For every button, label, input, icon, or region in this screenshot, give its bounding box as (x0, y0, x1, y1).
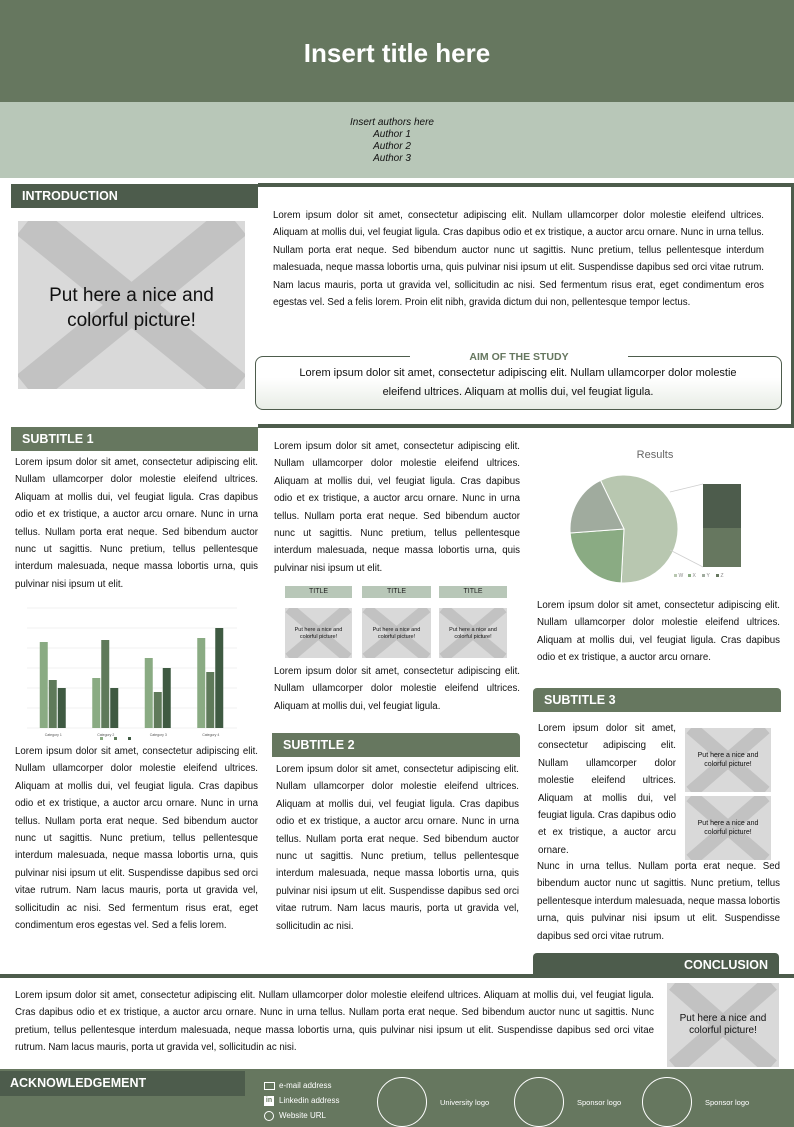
legend-swatch (716, 574, 719, 577)
contact-block (264, 1078, 339, 1123)
subtitle3-text-wide: Nunc in urna tellus. Nullam porta erat neque. Sed bibendum auctor nunc ut sagittis. Nunc pretium, tellus pellentesque interdum malesuada, neque massa lobortis urna, quis pulvinar nisi ipsum ut elit. Suspendisse dapibus sed orci vitae rutrum. (537, 861, 780, 942)
intro-text: Lorem ipsum dolor sit amet, consectetur adipiscing elit. Nullam ullamcorper dolor molestie eleifend ultrices. Aliquam at mollis dui, vel feugiat ligula. Cras dapibus odio et ex tristique, a auctor arcu ornare. Nunc in urna tellus. Nullam porta erat neque. Sed bibendum auctor nunc ut sagittis. Nunc pretium, tellus pellentesque interdum malesuada, neque massa lobortis urna, quis pulvinar nisi ipsum ut elit. Suspendisse dapibus sed orci vitae rutrum. Nam lacus mauris, porta ut gravida vel, sollicitudin ac nisi. Sed fermentum risus erat, eget condimentum eros egestas vel. Sed a felis lorem. Proin elit nibh, gravida dictum dui non, pellentesque tempor lectus. (273, 210, 764, 309)
bar (215, 628, 223, 728)
intro-picture-placeholder (18, 221, 245, 389)
x-tick-label: Category 1 (44, 733, 62, 737)
pie-breakout-bar (703, 484, 741, 528)
intro-heading: INTRODUCTION (11, 184, 258, 208)
bar (101, 640, 109, 728)
x-tick-label: Category 2 (97, 733, 115, 737)
bar (92, 678, 100, 728)
pie-breakout-bar (703, 528, 741, 567)
subtitle3-heading: SUBTITLE 3 (533, 688, 781, 712)
conclusion-rule (0, 974, 794, 978)
subtitle3-picture-1-caption: Put here a nice and colorful picture! (697, 752, 759, 768)
subtitle3-picture-2 (685, 796, 771, 860)
bar (58, 688, 66, 728)
subtitle1-heading: SUBTITLE 1 (11, 427, 258, 451)
legend-swatch (100, 737, 103, 740)
subtitle3-picture-2-caption: Put here a nice and colorful picture! (697, 820, 759, 836)
bar (40, 642, 48, 728)
legend-label: Y (706, 573, 710, 579)
website-row[interactable] (264, 1108, 339, 1123)
bar (145, 658, 153, 728)
email-row[interactable] (264, 1078, 339, 1093)
author-1: Author 1 (373, 129, 411, 140)
mini-picture-3 (439, 608, 507, 658)
author-list (0, 117, 784, 165)
subtitle3-picture-1 (685, 728, 771, 792)
mini-title-1: TITLE (285, 586, 352, 598)
conclusion-heading: CONCLUSION (533, 953, 779, 977)
bar-chart (15, 604, 243, 746)
mini-picture-1 (285, 608, 352, 658)
x-tick-label: Category 3 (149, 733, 167, 737)
envelope-icon (264, 1082, 275, 1090)
right-text-after-pie: Lorem ipsum dolor sit amet, consectetur adipiscing elit. Nullam ullamcorper dolor molestie eleifend ultrices. Aliquam at mollis dui, vel feugiat ligula. Cras dapibus odio et ex tristique, a auctor arcu ornare. (537, 600, 780, 664)
mini-picture-3-caption: Put here a nice and colorful picture! (449, 627, 497, 640)
intro-top-rule (258, 183, 794, 187)
bar (206, 672, 214, 728)
bar (110, 688, 118, 728)
linkedin-icon: in (265, 1096, 273, 1104)
mini-title-3: TITLE (439, 586, 507, 598)
legend-swatch (128, 737, 131, 740)
bar (163, 668, 171, 728)
pie-slice (570, 529, 624, 583)
bar (197, 638, 205, 728)
email-address[interactable]: e-mail address (279, 1081, 332, 1090)
pie-connector (670, 550, 703, 567)
subtitle2-text: Lorem ipsum dolor sit amet, consectetur adipiscing elit. Nullam ullamcorper dolor molestie eleifend ultrices. Aliquam at mollis dui, vel feugiat ligula. Cras dapibus odio et ex tristique, a auctor arcu ornare. Nunc in urna tellus. Nullam porta erat neque. Sed bibendum auctor nunc ut sagittis. Nunc pretium, tellus pellentesque interdum malesuada, neque massa lobortis urna, quis pulvinar nisi ipsum ut elit. Suspendisse dapibus sed orci vitae rutrum. Nam lacus mauris, porta ut gravida vel, sollicitudin ac nisi. (276, 764, 519, 932)
bar (154, 692, 162, 728)
sponsor-logo-label-2: Sponsor logo (705, 1098, 750, 1107)
mini-picture-2 (362, 608, 431, 658)
aim-heading: AIM OF THE STUDY (410, 351, 628, 363)
university-logo-label: University logo (440, 1098, 490, 1107)
linkedin-row[interactable] (264, 1093, 339, 1108)
pie-title: Results (636, 449, 674, 461)
legend-swatch (674, 574, 677, 577)
authors-placeholder: Insert authors here (350, 117, 434, 128)
legend-swatch (702, 574, 705, 577)
conclusion-picture-placeholder (667, 983, 779, 1067)
sponsor-logo-circle-1 (514, 1077, 564, 1127)
middle-text-after-pictures: Lorem ipsum dolor sit amet, consectetur adipiscing elit. Nullam ullamcorper dolor molestie eleifend ultrices. Aliquam at mollis dui, vel feugiat ligula. (274, 666, 520, 712)
intro-bottom-rule (258, 424, 794, 428)
mini-picture-1-caption: Put here a nice and colorful picture! (294, 627, 343, 640)
legend-label: X (692, 573, 696, 579)
intro-picture-caption: Put here a nice and colorful picture! (49, 285, 214, 331)
website-url[interactable]: Website URL (279, 1111, 326, 1120)
subtitle3-text-narrow: Lorem ipsum dolor sit amet, consectetur adipiscing elit. Nullam ullamcorper dolor molestie eleifend ultrices. Aliquam at mollis dui, vel feugiat ligula. Cras dapibus odio et ex tristique, a auctor arcu ornare. (538, 723, 676, 856)
acknowledgement-heading: ACKNOWLEDGEMENT (0, 1071, 245, 1096)
x-tick-label: Category 4 (202, 733, 220, 737)
mini-title-2: TITLE (362, 586, 431, 598)
sponsor-logo-circle-2 (642, 1077, 692, 1127)
university-logo-circle (377, 1077, 427, 1127)
middle-text-top: Lorem ipsum dolor sit amet, consectetur adipiscing elit. Nullam ullamcorper dolor molestie eleifend ultrices. Aliquam at mollis dui, vel feugiat ligula. Cras dapibus odio et ex tristique, a auctor arcu ornare. Nunc in urna tellus. Nullam porta erat neque. Sed bibendum auctor nunc ut sagittis. Nunc pretium, tellus pellentesque interdum malesuada, neque massa lobortis urna, quis pulvinar nisi ipsum ut elit. (274, 441, 520, 574)
bar (49, 680, 57, 728)
conclusion-text: Lorem ipsum dolor sit amet, consectetur adipiscing elit. Nullam ullamcorper dolor molestie eleifend ultrices. Aliquam at mollis dui, vel feugiat ligula. Cras dapibus odio et ex tristique, a auctor arcu ornare. Nunc in urna tellus. Nullam porta erat neque. Sed bibendum auctor nunc ut sagittis. Nunc pretium, tellus pellentesque interdum malesuada, neque massa lobortis urna, quis pulvinar nisi ipsum ut elit. Suspendisse dapibus sed orci vitae rutrum. Nam lacus mauris, porta ut gravida vel, sollicitudin ac nisi. (15, 990, 654, 1054)
legend-swatch (688, 574, 691, 577)
globe-icon (264, 1111, 274, 1121)
legend-label: W (678, 573, 684, 579)
sponsor-logo-label-1: Sponsor logo (577, 1098, 622, 1107)
conclusion-picture-caption: Put here a nice and colorful picture! (679, 1013, 767, 1036)
pie-chart (562, 442, 782, 584)
author-3: Author 3 (373, 153, 411, 164)
pie-connector (670, 484, 703, 492)
legend-label: Z (720, 573, 724, 579)
author-2: Author 2 (373, 141, 411, 152)
poster-title: Insert title here (303, 38, 491, 68)
mini-picture-2-caption: Put here a nice and colorful picture! (372, 627, 421, 640)
subtitle2-heading: SUBTITLE 2 (272, 733, 520, 757)
subtitle1-text-top: Lorem ipsum dolor sit amet, consectetur adipiscing elit. Nullam ullamcorper dolor molestie eleifend ultrices. Aliquam at mollis dui, vel feugiat ligula. Cras dapibus odio et ex tristique, a auctor arcu ornare. Nunc in urna tellus. Nullam porta erat neque. Sed bibendum auctor nunc ut sagittis. Nunc pretium, tellus pellentesque interdum malesuada, neque massa lobortis urna, quis pulvinar nisi ipsum ut elit. (15, 457, 258, 590)
aim-text: Lorem ipsum dolor sit amet, consectetur adipiscing elit. Nullam ullamcorper dolor molestie eleifend ultrices. Aliquam at mollis dui, vel feugiat ligula. (299, 367, 737, 398)
subtitle1-text-bottom: Lorem ipsum dolor sit amet, consectetur adipiscing elit. Nullam ullamcorper dolor molestie eleifend ultrices. Aliquam at mollis dui, vel feugiat ligula. Cras dapibus odio et ex tristique, a auctor arcu ornare. Nunc in urna tellus. Nullam porta erat neque. Sed bibendum auctor nunc ut sagittis. Nunc pretium, tellus pellentesque interdum malesuada, neque massa lobortis urna, quis pulvinar nisi ipsum ut elit. Suspendisse dapibus sed orci vitae rutrum. Nam lacus mauris, porta ut gravida vel, sollicitudin ac nisi. Sed fermentum risus erat, eget condimentum eros egestas vel. Sed a felis lorem. (15, 746, 258, 932)
linkedin-address[interactable]: Linkedin address (279, 1096, 340, 1105)
legend-swatch (114, 737, 117, 740)
